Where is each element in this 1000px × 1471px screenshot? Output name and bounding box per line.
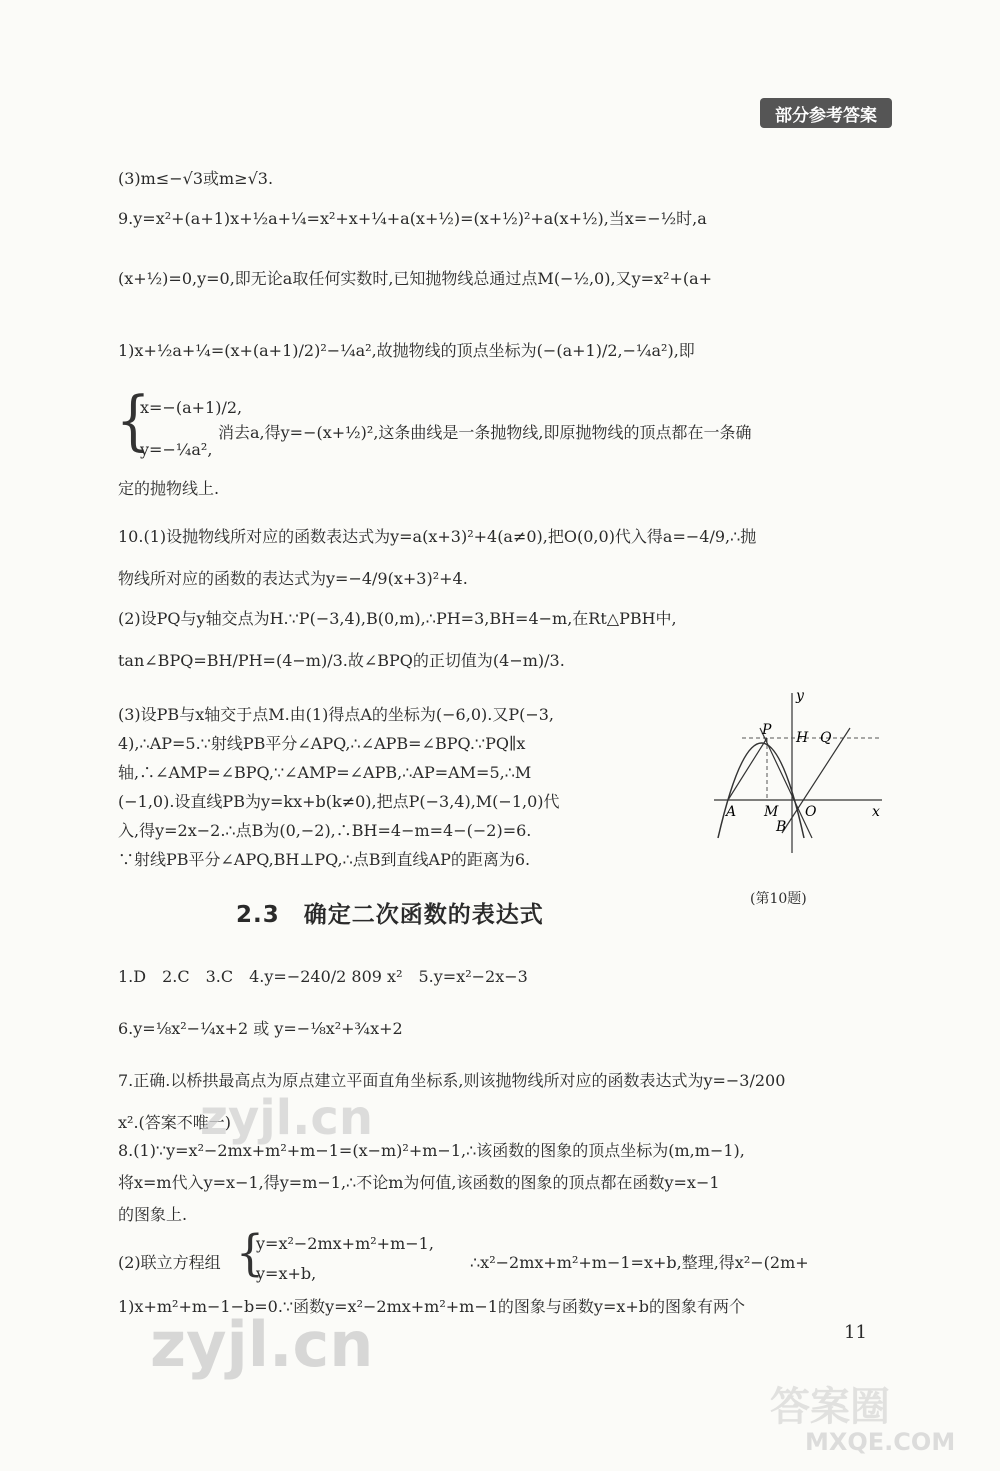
fig-label-H: H xyxy=(796,730,809,746)
answers-line-6: 将x=m代入y=x−1,得y=m−1,∴不论m为何值,该函数的图象的顶点都在函数y=x−1 xyxy=(118,1173,720,1192)
watermark-2: zyjl.cn xyxy=(150,1308,374,1381)
q10-p3-b: 4),∴AP=5.∵射线PB平分∠APQ,∴∠APB=∠BPQ.∵PQ∥x xyxy=(118,734,526,753)
watermark-1: zyjl.cn xyxy=(200,1090,373,1146)
q9-system-eq-1: x=−(a+1)/2, xyxy=(140,398,243,417)
fig-label-M: M xyxy=(764,804,779,820)
q9-line-3: 1)x+½a+¼=(x+(a+1)/2)²−¼a²,故抛物线的顶点坐标为(−(a+1)/2,−¼a²),即 xyxy=(118,341,695,360)
q10-p3-e: 入,得y=2x−2.∴点B为(0,−2),∴BH=4−m=4−(−2)=6. xyxy=(118,821,532,840)
q10-p2-b: tan∠BPQ=BH/PH=(4−m)/3.故∠BPQ的正切值为(4−m)/3. xyxy=(118,651,565,670)
q10-p1-b: 物线所对应的函数的表达式为y=−4/9(x+3)²+4. xyxy=(118,569,468,588)
answers-line-3: 7.正确.以桥拱最高点为原点建立平面直角坐标系,则该抛物线所对应的函数表达式为y=−3/200 xyxy=(118,1071,786,1090)
fig-label-P: P xyxy=(762,722,772,738)
answers-system-eq-2: y=x+b, xyxy=(256,1264,317,1283)
answers-line-4: x².(答案不唯一) xyxy=(118,1113,232,1132)
answers-brace: { xyxy=(236,1225,264,1282)
fig-label-B: B xyxy=(776,819,787,835)
watermark-3: 答案圈 xyxy=(770,1384,890,1430)
q9-line-1: 9.y=x²+(a+1)x+½a+¼=x²+x+¼+a(x+½)=(x+½)²+a(x+½),当x=−½时,a xyxy=(118,209,707,228)
page-number: 11 xyxy=(844,1322,867,1343)
q10-p3-d: (−1,0).设直线PB为y=kx+b(k≠0),把点P(−3,4),M(−1,0)代 xyxy=(118,792,560,811)
fig-label-A: A xyxy=(726,804,737,820)
q9-system-eq-2: y=−¼a², xyxy=(140,440,213,459)
answers-line-2: 6.y=⅛x²−¼x+2 或 y=−⅛x²+¾x+2 xyxy=(118,1019,403,1038)
q10-p2-a: (2)设PQ与y轴交点为H.∵P(−3,4),B(0,m),∴PH=3,BH=4−m,在Rt△PBH中, xyxy=(118,609,677,628)
section-title: 2.3 确定二次函数的表达式 xyxy=(236,902,544,928)
figure-caption: (第10题) xyxy=(750,891,807,907)
fig-label-y: y xyxy=(796,688,804,704)
fig-label-O: O xyxy=(805,804,817,820)
q10-p3-f: ∵射线PB平分∠APQ,BH⊥PQ,∴点B到直线AP的距离为6. xyxy=(118,850,531,869)
answers-line-7: 的图象上. xyxy=(118,1205,188,1224)
answers-system-eq-1: y=x²−2mx+m²+m−1, xyxy=(256,1234,434,1253)
q10-p3-c: 轴,∴∠AMP=∠BPQ,∵∠AMP=∠APB,∴AP=AM=5,∴M xyxy=(118,763,532,782)
q10-p3-a: (3)设PB与x轴交于点M.由(1)得点A的坐标为(−6,0).又P(−3, xyxy=(118,705,555,724)
watermark-4: MXQE.COM xyxy=(805,1428,956,1456)
answers-line-8-rest: ∴x²−2mx+m²+m−1=x+b,整理,得x²−(2m+ xyxy=(470,1253,809,1272)
q9-line-5: 定的抛物线上. xyxy=(118,479,220,498)
q10-p1-a: 10.(1)设抛物线所对应的函数表达式为y=a(x+3)²+4(a≠0),把O(0,0)代入得a=−4/9,∴抛 xyxy=(118,527,757,546)
q9-line-4: 消去a,得y=−(x+½)²,这条曲线是一条抛物线,即原抛物线的顶点都在一条确 xyxy=(218,423,752,442)
answers-line-9: 1)x+m²+m−1−b=0.∵函数y=x²−2mx+m²+m−1的图象与函数y=x+b的图象有两个 xyxy=(118,1297,746,1316)
fig-label-Q: Q xyxy=(820,730,832,746)
q9-brace: { xyxy=(116,382,151,459)
answers-line-1: 1.D 2.C 3.C 4.y=−240/2 809 x² 5.y=x²−2x−3 xyxy=(118,967,528,986)
answers-line-8-prefix: (2)联立方程组 xyxy=(118,1253,221,1272)
answers-line-5: 8.(1)∵y=x²−2mx+m²+m−1=(x−m)²+m−1,∴该函数的图象的顶点坐标为(m,m−1), xyxy=(118,1141,745,1160)
q10-figure xyxy=(712,688,892,858)
fig-label-x: x xyxy=(872,804,880,820)
section-badge: 部分参考答案 xyxy=(760,98,892,128)
q9-line-2: (x+½)=0,y=0,即无论a取任何实数时,已知抛物线总通过点M(−½,0),又y=x²+(a+ xyxy=(118,269,713,288)
q8-tail: (3)m≤−√3或m≥√3. xyxy=(118,169,274,188)
